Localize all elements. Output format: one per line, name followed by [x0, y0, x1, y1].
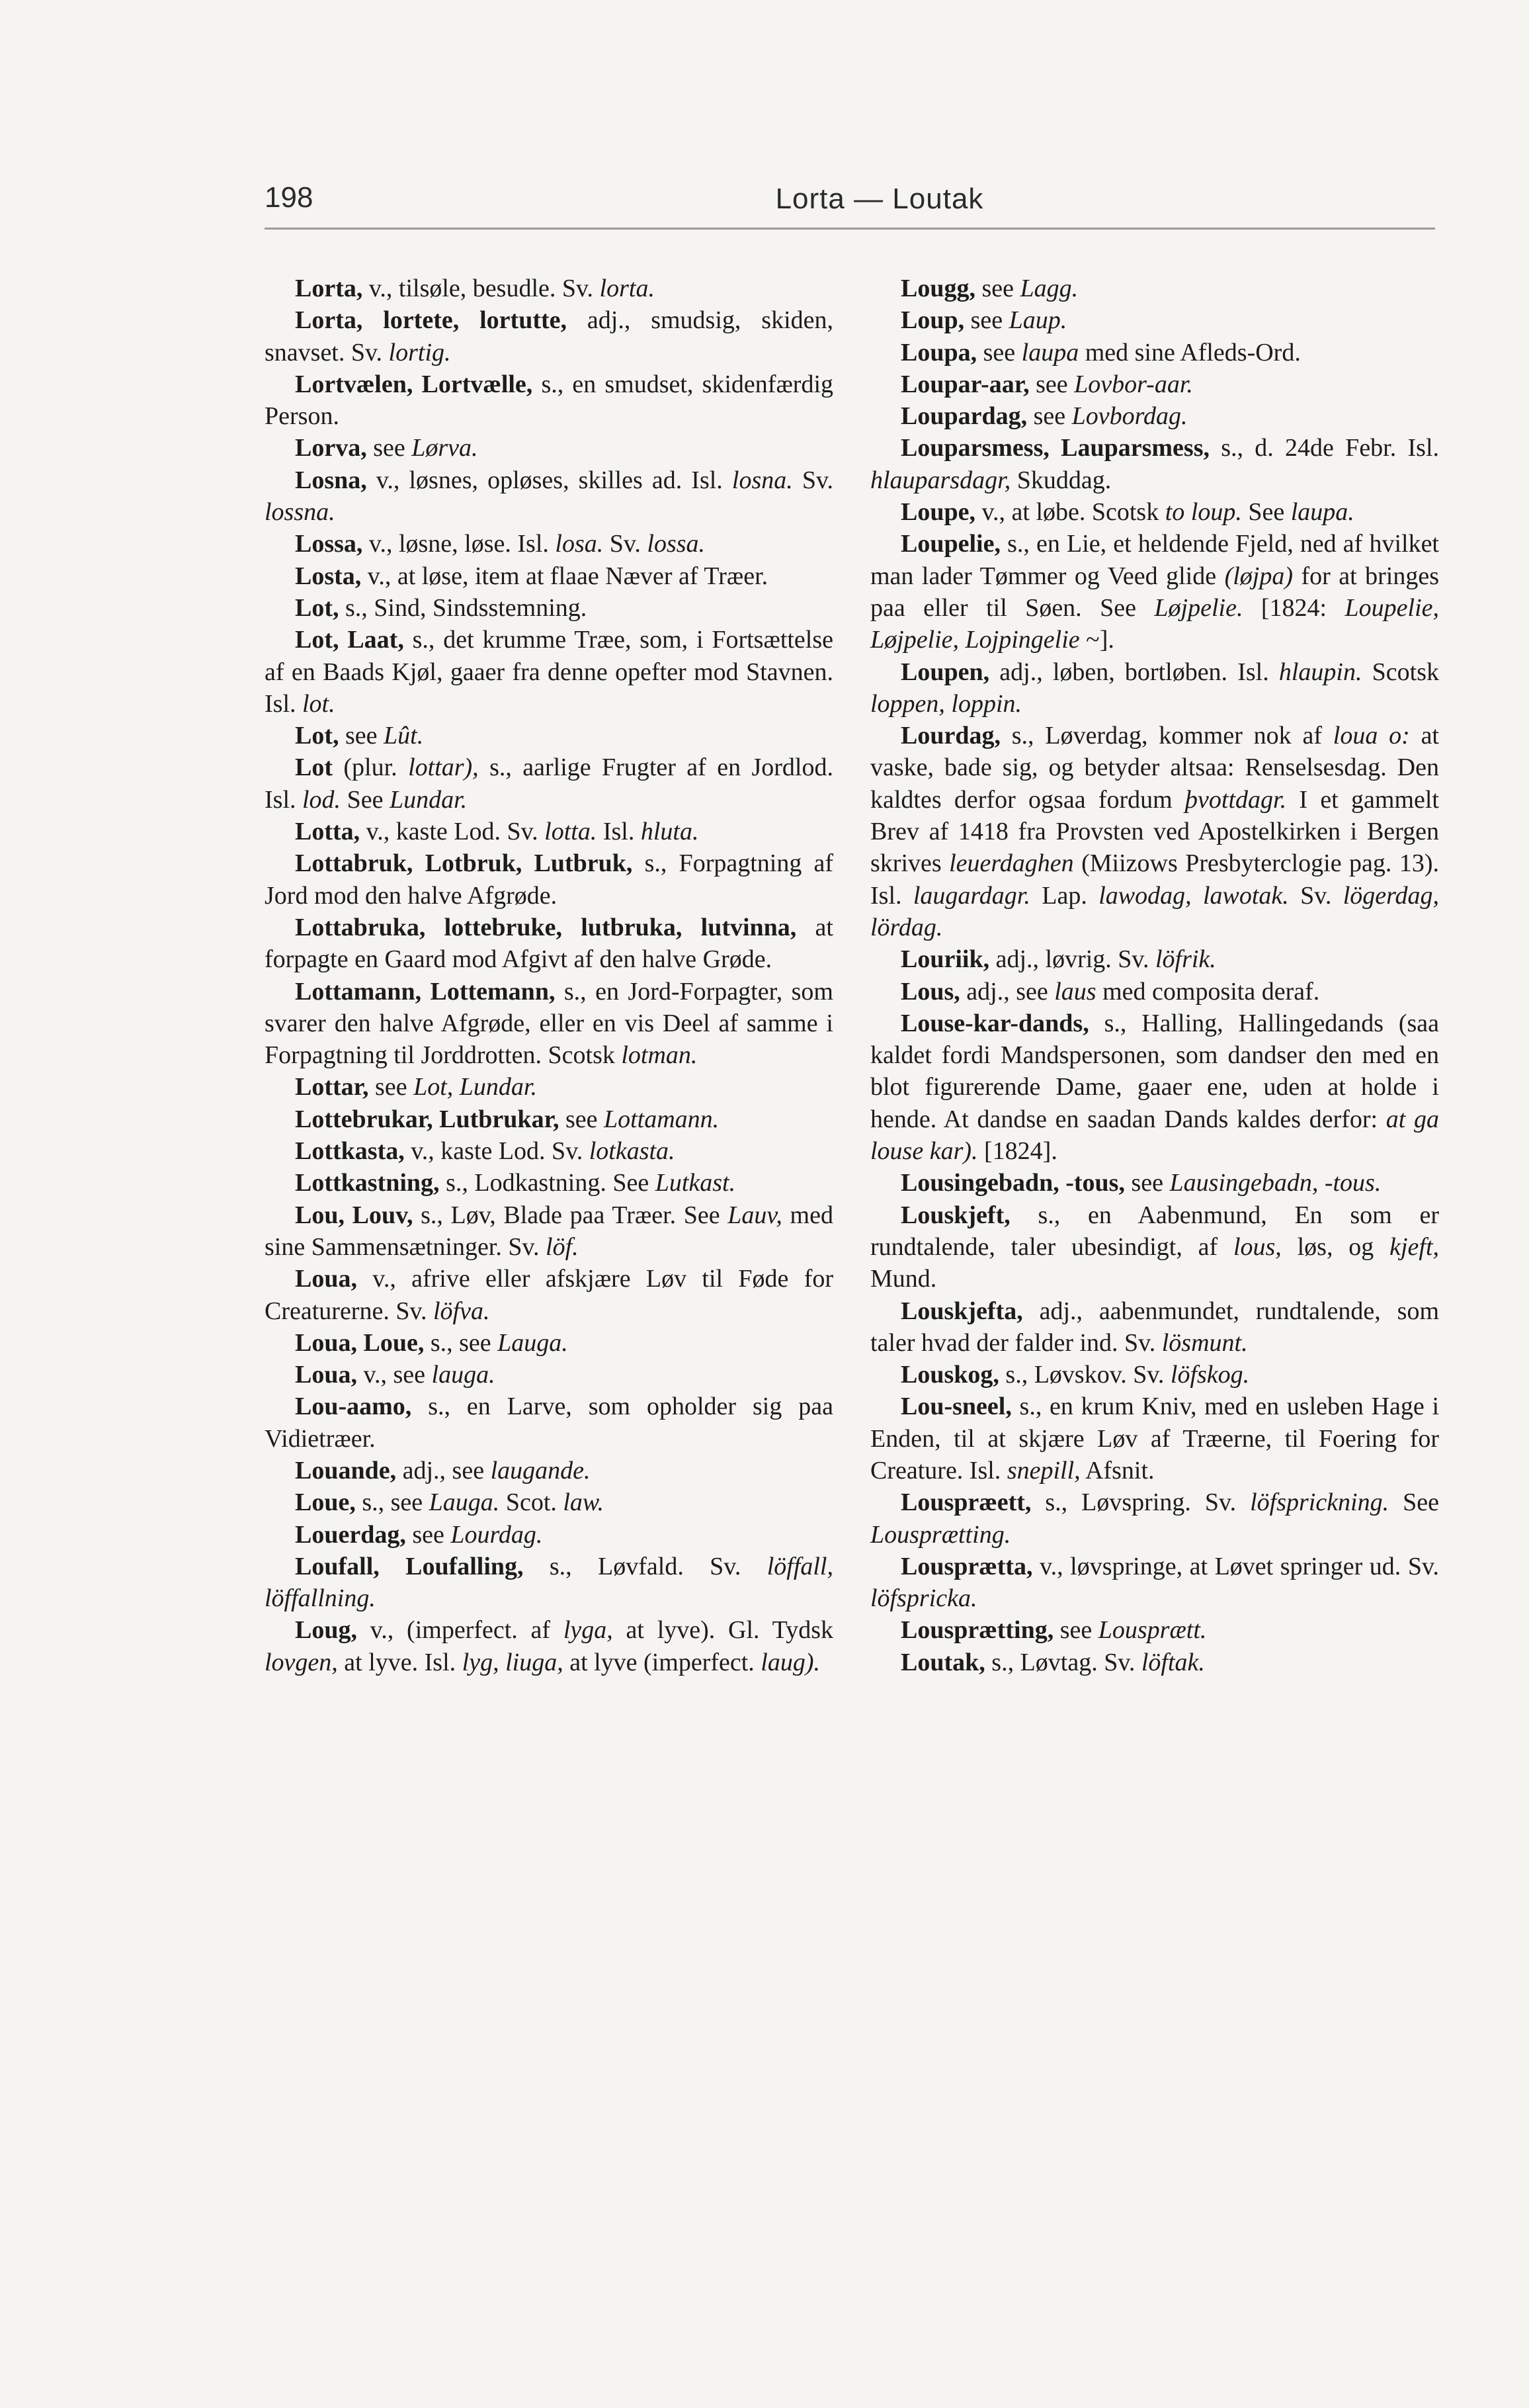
entry-text: Sv.	[1288, 881, 1343, 910]
entry-headword: Louparsmess, Lauparsmess,	[901, 434, 1210, 462]
entry-italic-text: lot.	[302, 689, 335, 718]
dictionary-entry	[265, 304, 833, 368]
entry-headword: Louerdag,	[295, 1520, 406, 1549]
entry-text: I et gammelt Brev af 1418 fra Provsten ved Apostelkirken i Bergen skrives	[870, 785, 1439, 878]
entry-italic-text: Lausingebadn, -tous.	[1169, 1169, 1382, 1197]
entry-italic-text: hluta.	[640, 818, 699, 846]
entry-text: s., see	[424, 1328, 498, 1357]
entry-headword: Loupelie,	[901, 530, 1001, 558]
entry-italic-text: Lût.	[384, 722, 424, 750]
dictionary-entry	[265, 560, 833, 592]
entry-italic-text: Lagg.	[1020, 275, 1079, 302]
entry-headword: Losta,	[295, 562, 362, 590]
entry-headword: Lottabruk, Lotbruk, Lutbruk,	[295, 849, 633, 878]
dictionary-entry	[265, 1103, 833, 1135]
entry-text: [1824].	[977, 1137, 1057, 1166]
entry-headword: Lossa,	[295, 530, 363, 558]
dictionary-entry	[265, 1263, 833, 1327]
entry-headword: Loupar-aar,	[901, 370, 1030, 398]
entry-text: see	[1027, 402, 1072, 431]
dictionary-entry	[265, 1327, 833, 1359]
entry-italic-text: Lauv,	[727, 1201, 782, 1229]
entry-headword: Lou-sneel,	[901, 1393, 1012, 1421]
entry-italic-text: lotta.	[544, 818, 597, 846]
entry-italic-text: Lottamann.	[603, 1105, 720, 1133]
dictionary-entry	[870, 943, 1439, 975]
entry-headword: Loupe,	[901, 498, 975, 527]
entry-text: see	[559, 1105, 604, 1133]
entry-headword: Lottamann, Lottemann,	[295, 977, 556, 1006]
dictionary-entry	[265, 1614, 833, 1678]
entry-text: (plur.	[333, 753, 409, 782]
header-rule	[265, 228, 1435, 230]
entry-text: adj., løben, bortløben. Isl.	[989, 658, 1279, 686]
entry-headword: Lou-aamo,	[295, 1393, 412, 1421]
entry-italic-text: snepill,	[1007, 1456, 1081, 1484]
dictionary-entry	[870, 1647, 1439, 1678]
entry-italic-text: losna.	[731, 466, 793, 494]
entry-text: med sine Sammensætninger. Sv.	[265, 1201, 833, 1261]
entry-text: v., løsnes, opløses, skilles ad. Isl.	[366, 466, 732, 494]
entry-headword: Losna,	[295, 466, 367, 494]
entry-headword: Louskog,	[901, 1361, 999, 1389]
entry-text: s., Forpagtning af Jord mod den halve Afgrøde.	[265, 849, 834, 910]
entry-text: adj., smudsig, skiden, snavset. Sv.	[265, 306, 833, 366]
dictionary-entry	[265, 528, 833, 560]
entry-italic-text: löfskog.	[1170, 1361, 1250, 1389]
entry-italic-text: Løjpelie.	[1154, 593, 1243, 622]
entry-headword: Lous,	[901, 977, 960, 1006]
dictionary-entry	[265, 368, 833, 433]
entry-text: see	[405, 1520, 451, 1549]
entry-italic-text: hlauparsdagr,	[870, 466, 1011, 494]
entry-italic-text: Lovbordag.	[1071, 402, 1188, 431]
dictionary-entry	[265, 624, 833, 720]
entry-italic-text: lotman.	[621, 1041, 698, 1070]
entry-headword: Loup,	[901, 306, 965, 335]
dictionary-entry	[265, 720, 833, 752]
entry-text: Lap.	[1030, 881, 1099, 910]
entry-text: adj., see	[396, 1456, 491, 1484]
dictionary-entry	[265, 592, 833, 624]
entry-text: see	[1124, 1169, 1170, 1197]
dictionary-entry	[870, 1167, 1439, 1199]
entry-headword: Lottebrukar, Lutbrukar,	[295, 1105, 559, 1133]
entry-italic-text: þvottdagr.	[1185, 785, 1287, 814]
entry-italic-text: löfrik.	[1155, 945, 1216, 974]
entry-italic-text: lyga,	[563, 1616, 613, 1645]
entry-headword: Loug,	[295, 1616, 357, 1645]
entry-headword: Lottkasta,	[295, 1137, 405, 1166]
entry-italic-text: loppen, loppin.	[870, 689, 1022, 718]
entry-text: v., see	[356, 1361, 432, 1389]
entry-text: s., Lodkastning. See	[439, 1169, 655, 1197]
entry-text: s., Løv, Blade paa Træer. See	[413, 1201, 728, 1229]
entry-headword: Lottabruka, lottebruke, lutbruka, lutvinna,	[295, 913, 797, 941]
entry-italic-text: Lauga.	[497, 1328, 568, 1357]
dictionary-entry	[870, 1551, 1439, 1615]
entry-text: at lyve). Gl. Tydsk	[612, 1616, 833, 1645]
entry-headword: Louskjeft,	[901, 1201, 1011, 1229]
dictionary-entry	[870, 496, 1439, 528]
entry-italic-text: laugardagr.	[913, 881, 1030, 910]
entry-italic-text: lous,	[1233, 1232, 1282, 1261]
entry-italic-text: lögerdag, lördag.	[870, 881, 1440, 941]
entry-italic-text: hlaupin.	[1278, 658, 1362, 686]
entry-italic-text: Loupelie, Løjpelie, Lojpingelie	[870, 593, 1439, 654]
entry-headword: Loutak,	[901, 1648, 985, 1676]
dictionary-entry	[265, 1199, 833, 1264]
entry-italic-text: lod.	[302, 785, 341, 814]
dictionary-entry	[870, 1199, 1439, 1295]
entry-italic-text: Lørva.	[411, 434, 478, 462]
entry-italic-text: law.	[563, 1488, 604, 1517]
dictionary-entry	[870, 368, 1439, 400]
entry-italic-text: Lourdag.	[450, 1520, 543, 1549]
entry-headword: Loua, Loue,	[295, 1328, 425, 1357]
entry-headword: Lousprætta,	[901, 1552, 1033, 1580]
entry-text: adj., løvrig. Sv.	[989, 945, 1155, 974]
entry-italic-text: löfsprickning.	[1250, 1488, 1389, 1517]
dictionary-entry	[265, 464, 833, 529]
entry-headword: Lougg,	[901, 275, 975, 302]
entry-italic-text: losa.	[555, 530, 604, 558]
entry-text: see	[964, 306, 1009, 335]
entry-headword: Lou, Louv,	[295, 1201, 413, 1229]
entry-italic-text: laupa	[1021, 338, 1079, 366]
dictionary-entry	[870, 1391, 1439, 1486]
entry-headword: Louspræett,	[901, 1488, 1032, 1517]
dictionary-entry	[870, 1486, 1439, 1551]
entry-headword: Lottar,	[295, 1073, 369, 1101]
entry-italic-text: löfva.	[433, 1297, 490, 1325]
dictionary-entry	[870, 720, 1439, 943]
entry-text: s., Løvskov. Sv.	[999, 1361, 1171, 1389]
entry-text: Sv.	[792, 466, 833, 494]
entry-headword: Loue,	[295, 1488, 356, 1517]
entry-italic-text: Lot, Lundar.	[413, 1073, 537, 1101]
entry-text: v., løvspringe, at Løvet springer ud. Sv.	[1032, 1552, 1439, 1580]
entry-text: (Miizows Presbyterclogie pag. 13). Isl.	[870, 849, 1439, 910]
entry-italic-text: Lundar.	[389, 785, 468, 814]
entry-text: at vaske, bade sig, og betyder altsaa: Renselsesdag. Den kaldtes derfor ogsaa fordum	[870, 722, 1439, 814]
entry-text: s., Løvfald. Sv.	[523, 1552, 767, 1580]
entry-italic-text: lawodag, lawotak.	[1098, 881, 1289, 910]
dictionary-entry	[265, 1455, 833, 1486]
entry-text: see	[366, 434, 412, 462]
entry-text: Scot.	[499, 1488, 563, 1517]
entry-headword: Loufall, Loufalling,	[295, 1552, 524, 1580]
entry-headword: Lortvælen, Lortvælle,	[295, 370, 533, 398]
dictionary-entry	[265, 1167, 833, 1199]
dictionary-entry	[870, 304, 1439, 336]
dictionary-entry	[870, 400, 1439, 432]
dictionary-entry	[265, 1391, 833, 1455]
entry-headword: Loua,	[295, 1361, 357, 1389]
entry-italic-text: löftak.	[1141, 1648, 1205, 1676]
entry-text: s., en Lie, et heldende Fjeld, ned af hvilket man lader Tømmer og Veed glide	[870, 530, 1439, 590]
dictionary-entry	[870, 273, 1439, 304]
entry-text: See	[1241, 498, 1291, 527]
entry-text: s., Løverdag, kommer nok af	[1000, 722, 1333, 750]
entry-text: med sine Afleds-Ord.	[1079, 338, 1301, 366]
entry-headword: Louande,	[295, 1456, 397, 1484]
entry-italic-text: lossna.	[265, 498, 335, 527]
entry-text: med composita deraf.	[1096, 977, 1320, 1006]
entry-italic-text: leuerdaghen	[949, 849, 1074, 878]
dictionary-entry	[870, 337, 1439, 368]
entry-text: v., (imperfect. af	[356, 1616, 563, 1645]
running-head: Lorta — Loutak	[775, 183, 984, 215]
page-number: 198	[265, 181, 313, 214]
dictionary-entry	[265, 976, 833, 1072]
entry-italic-text: löffall, löffallning.	[265, 1552, 833, 1613]
entry-headword: Loupa,	[901, 338, 977, 366]
dictionary-entry	[265, 752, 833, 816]
entry-text: v., afrive eller afskjære Løv til Føde for Creaturerne. Sv.	[265, 1265, 833, 1325]
entry-text: see	[368, 1073, 414, 1101]
left-column	[265, 273, 833, 1678]
dictionary-entry	[870, 976, 1439, 1008]
entry-text: See	[1389, 1488, 1439, 1517]
entry-text: s., en smudset, skidenfærdig Person.	[265, 370, 833, 431]
entry-text: Sv.	[603, 530, 647, 558]
entry-headword: Loupardag,	[901, 402, 1028, 431]
entry-text: Mund.	[870, 1265, 937, 1293]
entry-headword: Lot, Laat,	[295, 626, 404, 654]
entry-italic-text: to loup.	[1165, 498, 1242, 527]
entry-text: v., løsne, løse. Isl.	[362, 530, 556, 558]
dictionary-entry	[265, 1071, 833, 1103]
dictionary-entry	[870, 528, 1439, 656]
entry-italic-text: lorta.	[599, 275, 655, 302]
entry-italic-text: lovgen,	[265, 1648, 338, 1676]
dictionary-entry	[265, 1486, 833, 1518]
entry-headword: Louriik,	[901, 945, 990, 974]
entry-text: s., det krumme Træe, som, i Fortsættelse af en Baads Kjøl, gaaer fra denne opefter mod Stavnen. Isl.	[265, 626, 834, 718]
dictionary-entry	[870, 1295, 1439, 1359]
entry-text: at lyve. Isl.	[337, 1648, 462, 1676]
entry-italic-text: löf.	[546, 1232, 579, 1261]
entry-italic-text: lauga.	[431, 1361, 495, 1389]
entry-text: see	[1054, 1616, 1098, 1645]
entry-italic-text: laugande.	[490, 1456, 591, 1484]
entry-italic-text: lortig.	[388, 338, 451, 366]
dictionary-entry	[870, 1359, 1439, 1391]
dictionary-entry	[870, 656, 1439, 720]
entry-text: v., at løbe. Scotsk	[975, 498, 1165, 527]
entry-italic-text: lösmunt.	[1161, 1328, 1248, 1357]
entry-italic-text: laug).	[761, 1648, 821, 1676]
entry-headword: Lotta,	[295, 818, 360, 846]
entry-italic-text: lossa.	[647, 530, 706, 558]
right-column	[870, 273, 1439, 1678]
entry-text: s., aarlige Frugter af en Jordlod. Isl.	[265, 753, 833, 814]
entry-italic-text: lottar),	[408, 753, 479, 782]
entry-text: [1824:	[1243, 593, 1345, 622]
entry-text: s., Løvtag. Sv.	[985, 1648, 1141, 1676]
entry-headword: Lot	[295, 753, 333, 782]
dictionary-entry	[870, 1614, 1439, 1646]
entry-headword: Lot,	[295, 722, 339, 750]
dictionary-entry	[265, 1135, 833, 1167]
entry-text: at lyve (imperfect.	[563, 1648, 761, 1676]
entry-text: at forpagte en Gaard mod Afgivt af den halve Grøde.	[265, 913, 833, 974]
entry-text: s., Halling, Hallingedands (saa kaldet fordi Mandspersonen, som dandser den med en blot figurerende Dame, gaaer ene, uden at holde i hende. At dandse en saadan Dands kaldes derfor:	[870, 1009, 1439, 1133]
entry-italic-text: lotkasta.	[589, 1137, 675, 1166]
entry-italic-text: Lousprætt.	[1098, 1616, 1207, 1645]
entry-italic-text: (løjpa)	[1224, 562, 1293, 590]
entry-italic-text: Lousprætting.	[870, 1520, 1011, 1549]
entry-text: v., tilsøle, besudle. Sv.	[362, 275, 600, 302]
entry-text: adj., aabenmundet, rundtalende, som taler hvad der falder ind. Sv.	[870, 1297, 1439, 1357]
page-header	[265, 177, 1495, 224]
entry-text: løs, og	[1281, 1232, 1390, 1261]
entry-text: Afsnit.	[1080, 1456, 1155, 1484]
dictionary-entry	[265, 1551, 833, 1615]
dictionary-entry	[265, 273, 833, 304]
dictionary-entry	[265, 816, 833, 847]
entry-text: s., en Larve, som opholder sig paa Vidietræer.	[265, 1393, 833, 1453]
entry-text: for at bringes paa eller til Søen. See	[870, 562, 1439, 622]
entry-italic-text: laus	[1054, 977, 1096, 1006]
entry-headword: Lousingebadn, -tous,	[901, 1169, 1125, 1197]
entry-italic-text: loua o:	[1333, 722, 1410, 750]
entry-italic-text: lyg, liuga,	[462, 1648, 563, 1676]
entry-headword: Lorva,	[295, 434, 367, 462]
entry-text: see	[977, 338, 1022, 366]
entry-headword: Lorta, lortete, lortutte,	[295, 306, 567, 335]
entry-text: Skuddag.	[1011, 466, 1112, 494]
entry-italic-text: Lutkast.	[655, 1169, 736, 1197]
entry-text: v., at løse, item at flaae Næver af Træer.	[361, 562, 768, 590]
entry-text: ~].	[1079, 626, 1114, 654]
entry-headword: Lourdag,	[901, 722, 1001, 750]
entry-text: v., kaste Lod. Sv.	[404, 1137, 589, 1166]
entry-italic-text: at ga louse kar).	[870, 1105, 1439, 1166]
entry-italic-text: Lovbor-aar.	[1074, 370, 1193, 398]
entry-headword: Lot,	[295, 593, 339, 622]
entry-text: v., kaste Lod. Sv.	[360, 818, 545, 846]
entry-headword: Lorta,	[295, 275, 363, 302]
entry-italic-text: laupa.	[1290, 498, 1354, 527]
entry-text: s., en Aabenmund, En som er rundtalende, taler ubesindigt, af	[870, 1201, 1439, 1261]
entry-headword: Lousprætting,	[901, 1616, 1054, 1645]
entry-italic-text: kjeft,	[1389, 1232, 1439, 1261]
entry-italic-text: Lauga.	[429, 1488, 500, 1517]
dictionary-entry	[265, 432, 833, 464]
dictionary-entry	[870, 432, 1439, 496]
entry-text: s., en Jord-Forpagter, som svarer den halve Afgrøde, eller en vis Deel af samme i Forpagtning til Jorddrotten. Scotsk	[265, 977, 833, 1070]
entry-text: s., Løvspring. Sv.	[1031, 1488, 1251, 1517]
entry-text: Isl.	[597, 818, 641, 846]
entry-headword: Loua,	[295, 1265, 357, 1293]
entry-text: Scotsk	[1362, 658, 1439, 686]
entry-headword: Louse-kar-dands,	[901, 1009, 1089, 1037]
dictionary-entry	[265, 847, 833, 912]
entry-text: adj., see	[960, 977, 1055, 1006]
entry-italic-text: Laup.	[1009, 306, 1067, 335]
entry-text: See	[341, 785, 390, 814]
dictionary-entry	[265, 1519, 833, 1551]
dictionary-entry	[265, 1359, 833, 1391]
entry-text: s., en krum Kniv, med en usleben Hage i Enden, til at skjære Løv af Træerne, til Foering for Creature. Isl.	[870, 1393, 1439, 1484]
entry-text: s., Sind, Sindsstemning.	[339, 593, 587, 622]
entry-text: see	[339, 722, 384, 750]
entry-text: see	[1029, 370, 1075, 398]
entry-headword: Lottkastning,	[295, 1169, 440, 1197]
entry-text: s., see	[355, 1488, 429, 1517]
entry-text: see	[975, 275, 1020, 302]
entry-headword: Loupen,	[901, 658, 990, 686]
entry-italic-text: löfspricka.	[870, 1584, 977, 1613]
entry-headword: Louskjefta,	[901, 1297, 1023, 1325]
dictionary-entry	[265, 912, 833, 976]
entry-text: s., d. 24de Febr. Isl.	[1210, 434, 1440, 462]
dictionary-entry	[870, 1008, 1439, 1167]
